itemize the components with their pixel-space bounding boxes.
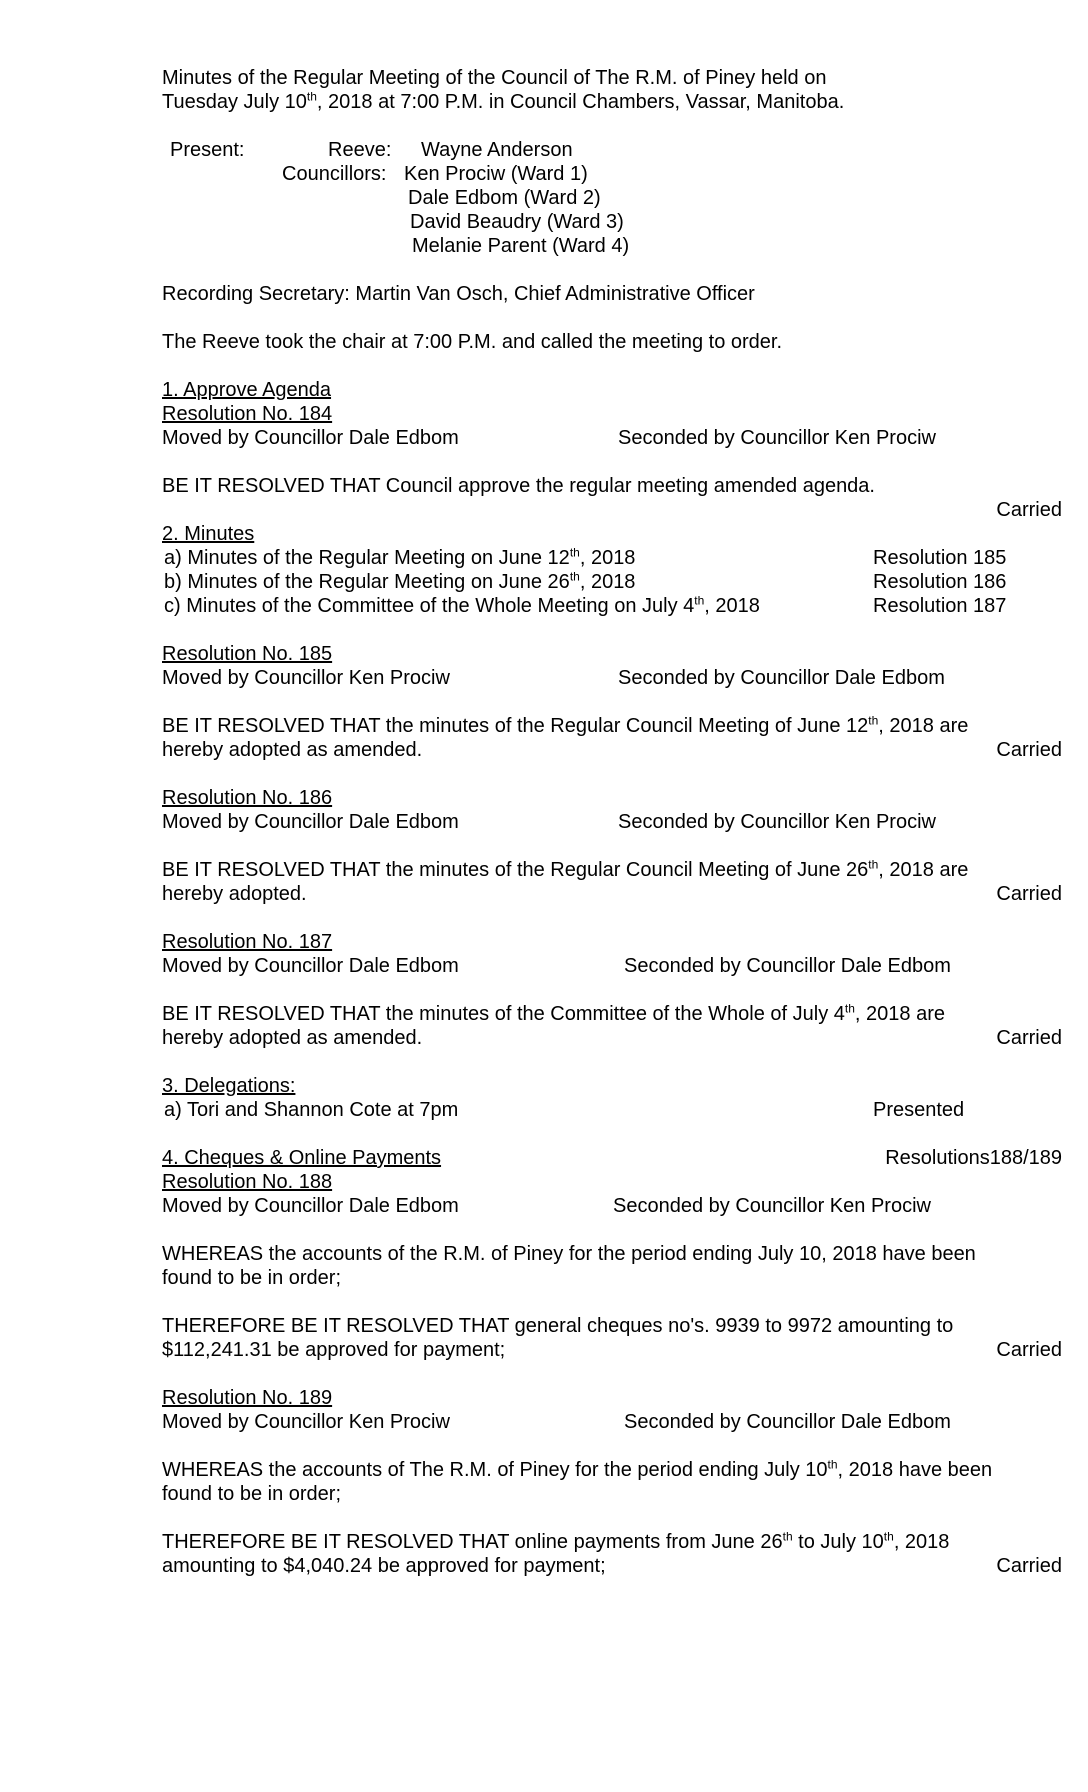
- superscript: th: [827, 1457, 838, 1472]
- attendance-reeve: [162, 138, 1062, 162]
- resolution-188-therefore: THEREFORE BE IT RESOLVED THAT general cheques no's. 9939 to 9972 amounting to: [162, 1315, 954, 1337]
- status-line: [162, 498, 1062, 522]
- resolution-187-text-cont: hereby adopted as amended.: [162, 1027, 423, 1049]
- minutes-item-resolution: Resolution 185: [873, 547, 1007, 569]
- superscript: th: [868, 713, 879, 728]
- delegation-item: [162, 1098, 1062, 1122]
- section-heading: [162, 522, 1062, 546]
- header-line-1: [162, 66, 1062, 90]
- reeve-label: Reeve:: [328, 139, 392, 161]
- resolution-text: [162, 714, 1062, 738]
- resolution-189-therefore-mid: to July 10: [792, 1531, 884, 1553]
- status-carried: Carried: [996, 1027, 1062, 1049]
- status-carried: Carried: [996, 499, 1062, 521]
- resolution-189-whereas: WHEREAS the accounts of The R.M. of Piney for the period ending July 10: [162, 1459, 828, 1481]
- header-text: Minutes of the Regular Meeting of the Council of The R.M. of Piney held on: [162, 67, 827, 89]
- resolution-186-text-cont: hereby adopted.: [162, 883, 307, 905]
- call-to-order: [162, 330, 1062, 354]
- superscript: th: [694, 593, 705, 608]
- minutes-item-text: c) Minutes of the Committee of the Whole Meeting on July 4: [164, 595, 695, 617]
- superscript: th: [883, 1529, 894, 1544]
- status-carried: Carried: [996, 1555, 1062, 1577]
- resolution-184-text: BE IT RESOLVED THAT Council approve the regular meeting amended agenda.: [162, 475, 875, 497]
- councillor-name: Ken Prociw (Ward 1): [404, 163, 588, 185]
- resolution-text: [162, 738, 1062, 762]
- moved-by: Moved by Councillor Ken Prociw: [162, 1411, 450, 1433]
- minutes-item-resolution: Resolution 187: [873, 595, 1007, 617]
- attendance-councillor: [162, 210, 1062, 234]
- moved-seconded: [162, 954, 1062, 978]
- reeve-name: Wayne Anderson: [421, 139, 573, 161]
- resolution-text: [162, 882, 1062, 906]
- resolution-number: [162, 786, 1062, 810]
- secretary-text: Recording Secretary: Martin Van Osch, Chief Administrative Officer: [162, 283, 755, 305]
- councillor-name: Melanie Parent (Ward 4): [412, 235, 630, 257]
- status-carried: Carried: [996, 1339, 1062, 1361]
- resolution-text: [162, 858, 1062, 882]
- resolution-188-therefore-cont: $112,241.31 be approved for payment;: [162, 1339, 506, 1361]
- moved-seconded: [162, 426, 1062, 450]
- section-4-heading: 4. Cheques & Online Payments: [162, 1147, 442, 1169]
- councillors-label: Councillors:: [282, 163, 387, 185]
- resolution-189-therefore-year: , 2018: [893, 1531, 950, 1553]
- section-heading: [162, 378, 1062, 402]
- minutes-item: [162, 570, 1062, 594]
- section-4-resolutions: Resolutions188/189: [885, 1147, 1062, 1169]
- section-1-heading: 1. Approve Agenda: [162, 379, 332, 401]
- superscript: th: [844, 1001, 855, 1016]
- minutes-item-year: , 2018: [704, 595, 760, 617]
- section-heading: [162, 1146, 1062, 1170]
- moved-by: Moved by Councillor Dale Edbom: [162, 955, 459, 977]
- resolution-text: [162, 1242, 1062, 1266]
- resolution-185-text-cont: hereby adopted as amended.: [162, 739, 423, 761]
- resolution-text: [162, 1338, 1062, 1362]
- moved-seconded: [162, 1194, 1062, 1218]
- resolution-text: [162, 1026, 1062, 1050]
- resolution-189-therefore: THEREFORE BE IT RESOLVED THAT online payments from June 26: [162, 1531, 783, 1553]
- resolution-number: [162, 1170, 1062, 1194]
- status-presented: Presented: [873, 1099, 965, 1121]
- minutes-document: [162, 66, 1062, 1578]
- header-location: , 2018 at 7:00 P.M. in Council Chambers, Vassar, Manitoba.: [316, 91, 845, 113]
- minutes-item-text: a) Minutes of the Regular Meeting on June 12: [164, 547, 570, 569]
- councillor-name: David Beaudry (Ward 3): [410, 211, 624, 233]
- attendance-councillor: [162, 234, 1062, 258]
- resolution-text: [162, 1002, 1062, 1026]
- councillor-name: Dale Edbom (Ward 2): [408, 187, 601, 209]
- status-carried: Carried: [996, 739, 1062, 761]
- status-carried: Carried: [996, 883, 1062, 905]
- resolution-187-text: BE IT RESOLVED THAT the minutes of the Committee of the Whole of July 4: [162, 1003, 845, 1025]
- section-3-heading: 3. Delegations:: [162, 1075, 296, 1097]
- resolution-number: [162, 642, 1062, 666]
- call-to-order-text: The Reeve took the chair at 7:00 P.M. and called the meeting to order.: [162, 331, 783, 353]
- resolution-185-year: , 2018 are: [878, 715, 969, 737]
- superscript: th: [306, 89, 317, 104]
- resolution-185-text: BE IT RESOLVED THAT the minutes of the Regular Council Meeting of June 12: [162, 715, 869, 737]
- minutes-item: [162, 594, 1062, 618]
- resolution-186-year: , 2018 are: [878, 859, 969, 881]
- resolution-text: [162, 474, 1062, 498]
- recording-secretary: [162, 282, 1062, 306]
- resolution-187-label: Resolution No. 187: [162, 931, 333, 953]
- superscript: th: [868, 857, 879, 872]
- attendance-councillor: [162, 186, 1062, 210]
- moved-by: Moved by Councillor Dale Edbom: [162, 811, 459, 833]
- resolution-text: [162, 1530, 1062, 1554]
- section-2-heading: 2. Minutes: [162, 523, 255, 545]
- moved-by: Moved by Councillor Ken Prociw: [162, 667, 450, 689]
- moved-by: Moved by Councillor Dale Edbom: [162, 1195, 459, 1217]
- present-label: Present:: [170, 139, 245, 161]
- resolution-188-whereas: WHEREAS the accounts of the R.M. of Piney for the period ending July 10, 2018 have been: [162, 1243, 976, 1265]
- resolution-text: [162, 1266, 1062, 1290]
- seconded-by: Seconded by Councillor Ken Prociw: [618, 427, 936, 449]
- resolution-188-whereas-cont: found to be in order;: [162, 1267, 342, 1289]
- minutes-item-resolution: Resolution 186: [873, 571, 1007, 593]
- resolution-number: [162, 1386, 1062, 1410]
- resolution-text: [162, 1314, 1062, 1338]
- moved-by: Moved by Councillor Dale Edbom: [162, 427, 459, 449]
- seconded-by: Seconded by Councillor Dale Edbom: [624, 955, 951, 977]
- seconded-by: Seconded by Councillor Ken Prociw: [618, 811, 936, 833]
- minutes-item-year: , 2018: [579, 547, 636, 569]
- resolution-text: [162, 1482, 1062, 1506]
- attendance-councillor: [162, 162, 1062, 186]
- resolution-text: [162, 1554, 1062, 1578]
- resolution-186-label: Resolution No. 186: [162, 787, 333, 809]
- moved-seconded: [162, 666, 1062, 690]
- resolution-187-year: , 2018 are: [854, 1003, 945, 1025]
- resolution-189-label: Resolution No. 189: [162, 1387, 333, 1409]
- resolution-188-label: Resolution No. 188: [162, 1171, 333, 1193]
- delegation-text: a) Tori and Shannon Cote at 7pm: [164, 1099, 459, 1121]
- resolution-185-label: Resolution No. 185: [162, 643, 333, 665]
- resolution-189-whereas-cont: found to be in order;: [162, 1483, 342, 1505]
- resolution-189-whereas-year: , 2018 have been: [837, 1459, 993, 1481]
- resolution-number: [162, 930, 1062, 954]
- minutes-item: [162, 546, 1062, 570]
- resolution-189-therefore-cont: amounting to $4,040.24 be approved for payment;: [162, 1555, 606, 1577]
- seconded-by: Seconded by Councillor Dale Edbom: [618, 667, 945, 689]
- superscript: th: [569, 545, 580, 560]
- resolution-text: [162, 1458, 1062, 1482]
- header-date: Tuesday July 10: [162, 91, 307, 113]
- moved-seconded: [162, 810, 1062, 834]
- resolution-number: [162, 402, 1062, 426]
- resolution-184-label: Resolution No. 184: [162, 403, 333, 425]
- minutes-item-year: , 2018: [579, 571, 636, 593]
- minutes-item-text: b) Minutes of the Regular Meeting on June 26: [164, 571, 570, 593]
- header-line-2: [162, 90, 1062, 114]
- moved-seconded: [162, 1410, 1062, 1434]
- seconded-by: Seconded by Councillor Ken Prociw: [613, 1195, 931, 1217]
- seconded-by: Seconded by Councillor Dale Edbom: [624, 1411, 951, 1433]
- section-heading: [162, 1074, 1062, 1098]
- superscript: th: [782, 1529, 793, 1544]
- superscript: th: [569, 569, 580, 584]
- resolution-186-text: BE IT RESOLVED THAT the minutes of the Regular Council Meeting of June 26: [162, 859, 869, 881]
